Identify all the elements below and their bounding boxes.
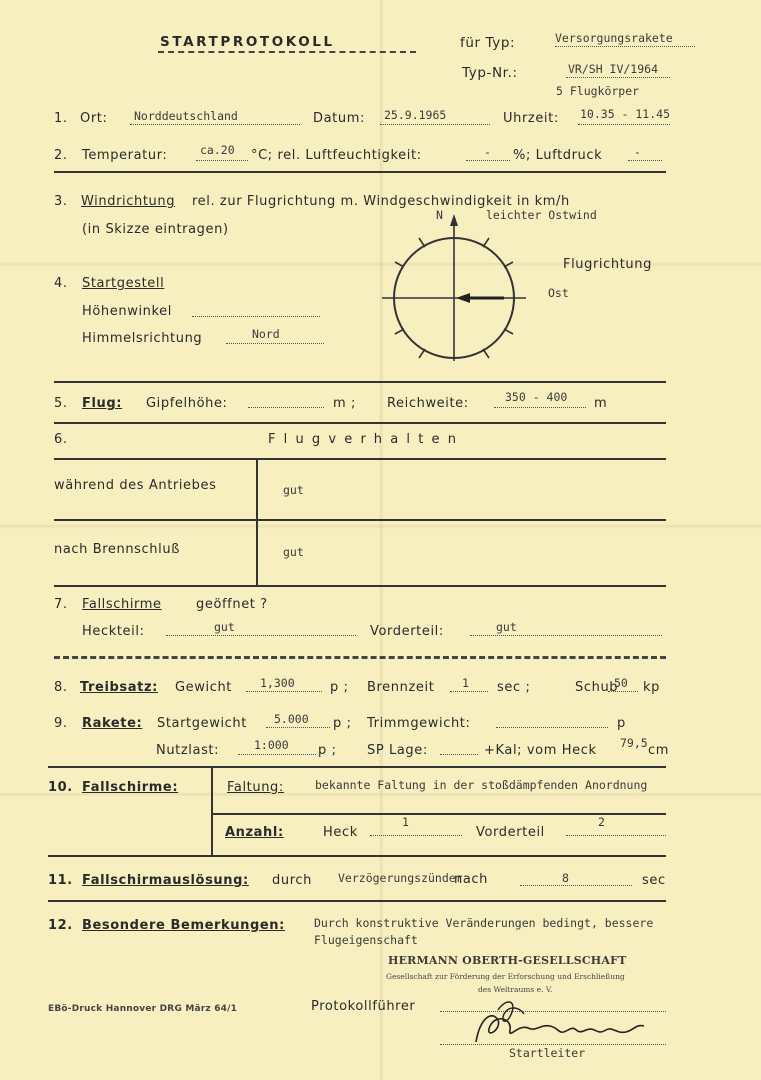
ort-dotline xyxy=(130,124,300,125)
hoehenwinkel-label: Höhenwinkel xyxy=(82,304,172,319)
kal-unit: cm xyxy=(648,743,670,758)
gewicht-label: Gewicht xyxy=(175,680,232,695)
s11-num: 11. xyxy=(48,873,73,888)
himmelsrichtung-value: Nord xyxy=(252,327,280,341)
kal-label: +Kal; vom Heck xyxy=(484,743,597,758)
schub-label: Schub xyxy=(575,680,619,695)
s8-num: 8. xyxy=(54,680,68,695)
gewicht-unit: p ; xyxy=(330,680,349,695)
feucht-value: - xyxy=(484,145,491,159)
vorderteil10-label: Vorderteil xyxy=(476,825,545,840)
brennzeit-label: Brennzeit xyxy=(367,680,435,695)
divider-6a xyxy=(54,458,666,460)
temp-label: Temperatur: xyxy=(82,148,168,163)
druck-dotline xyxy=(628,160,662,161)
title-underline xyxy=(158,51,416,53)
heckteil-dotline xyxy=(166,635,356,636)
print-info: EBö-Druck Hannover DRG März 64/1 xyxy=(48,1004,238,1014)
section10-column-line xyxy=(211,767,213,855)
protokollfuehrer-label: Protokollführer xyxy=(311,999,416,1014)
type-label: für Typ: xyxy=(460,35,516,51)
reichweite-label: Reichweite: xyxy=(387,396,469,411)
stamp-line2: des Weltraums e. V. xyxy=(478,985,553,994)
heck10-value: 1 xyxy=(402,815,409,829)
divider-5 xyxy=(54,422,666,424)
rakete-heading: Rakete: xyxy=(82,716,143,731)
druck-value: - xyxy=(634,145,641,159)
uhrzeit-label: Uhrzeit: xyxy=(503,111,559,126)
sp-lage-label: SP Lage: xyxy=(367,743,428,758)
kal-value: 79,5 xyxy=(620,736,648,750)
datum-dotline xyxy=(380,124,490,125)
startgewicht-value: 5.000 xyxy=(274,712,309,726)
wind-note: leichter Ostwind xyxy=(486,208,597,222)
stamp-title: HERMANN OBERTH-GESELLSCHAFT xyxy=(388,954,627,967)
sec-dotline xyxy=(520,885,632,886)
flugverhalten-column-line xyxy=(256,459,258,585)
heck10-label: Heck xyxy=(323,825,358,840)
reichweite-dotline xyxy=(494,407,586,408)
s10-num: 10. xyxy=(48,780,73,795)
brennzeit-unit: sec ; xyxy=(497,680,531,695)
trimmgewicht-unit: p xyxy=(617,716,626,731)
flug-heading: Flug: xyxy=(82,396,123,411)
vorderteil-label: Vorderteil: xyxy=(370,624,444,639)
form-title: STARTPROTOKOLL xyxy=(160,34,335,50)
gipfelhoehe-unit: m ; xyxy=(333,396,356,411)
reichweite-value: 350 - 400 xyxy=(505,390,568,404)
nutzlast-unit: p ; xyxy=(318,743,337,758)
brennzeit-dotline xyxy=(450,691,488,692)
startgewicht-dotline xyxy=(266,727,330,728)
ausloesung-value: Verzögerungszünder xyxy=(338,871,463,885)
windrichtung-text: rel. zur Flugrichtung m. Windgeschwindigkeit in km/h xyxy=(192,194,570,209)
fallschirme7-heading: Fallschirme xyxy=(82,597,162,612)
sec-unit: sec xyxy=(642,873,666,888)
feucht-unit: %; Luftdruck xyxy=(513,148,603,163)
startgewicht-unit: p ; xyxy=(333,716,352,731)
type-nr-dotline xyxy=(566,77,670,78)
type-nr-label: Typ-Nr.: xyxy=(462,65,518,81)
schub-dotline xyxy=(608,691,638,692)
flugverhalten-heading: Flugverhalten xyxy=(268,432,465,447)
trimmgewicht-label: Trimmgewicht: xyxy=(367,716,471,731)
startleiter-signature xyxy=(476,1016,644,1042)
treibsatz-heading: Treibsatz: xyxy=(80,680,158,695)
north-arrow-icon xyxy=(450,214,458,226)
datum-value: 25.9.1965 xyxy=(384,108,447,122)
vorderteil-value: gut xyxy=(496,620,517,634)
heckteil-value: gut xyxy=(214,620,235,634)
sp-lage-dotline xyxy=(440,754,478,755)
antrieb-label: während des Antriebes xyxy=(54,478,217,493)
nach-label: nach xyxy=(454,872,488,887)
north-label: N xyxy=(436,208,443,222)
nutzlast-dotline xyxy=(238,754,316,755)
feucht-dotline xyxy=(466,160,510,161)
faltung-value: bekannte Faltung in der stoßdämpfenden Anordnung xyxy=(315,778,648,792)
type-value: Versorgungsrakete xyxy=(555,31,673,45)
divider-6c xyxy=(54,585,666,587)
brennschluss-value: gut xyxy=(283,545,304,559)
brennzeit-value: 1 xyxy=(462,676,469,690)
hoehenwinkel-dotline xyxy=(192,316,320,317)
type-nr-value: VR/SH IV/1964 xyxy=(568,62,659,76)
windrichtung-heading: Windrichtung xyxy=(81,194,176,209)
divider-11 xyxy=(48,900,666,902)
nutzlast-value: 1:000 xyxy=(254,738,289,752)
temp-unit: °C; rel. Luftfeuchtigkeit: xyxy=(251,148,422,163)
temp-value: ca.20 xyxy=(200,143,235,157)
geoeffnet-label: geöffnet ? xyxy=(196,597,268,612)
schub-value: 50 xyxy=(614,676,628,690)
bemerkungen-line1: Durch konstruktive Veränderungen bedingt, bessere xyxy=(314,916,654,930)
himmelsrichtung-label: Himmelsrichtung xyxy=(82,331,203,346)
uhrzeit-dotline xyxy=(578,124,670,125)
flugkoerper-note: 5 Flugkörper xyxy=(556,84,640,98)
durch-label: durch xyxy=(272,873,312,888)
type-dotline xyxy=(555,46,695,47)
heckteil-label: Heckteil: xyxy=(82,624,145,639)
ost-label: Ost xyxy=(548,286,569,300)
startleiter-label: Startleiter xyxy=(509,1046,586,1060)
s4-num: 4. xyxy=(54,276,68,291)
antrieb-value: gut xyxy=(283,483,304,497)
gewicht-dotline xyxy=(246,691,322,692)
s2-num: 2. xyxy=(54,148,68,163)
wind-arrow-icon xyxy=(456,293,470,303)
divider-6b xyxy=(54,519,666,521)
sec-value: 8 xyxy=(562,871,569,885)
windrichtung-sub: (in Skizze eintragen) xyxy=(82,222,229,237)
bemerkungen-heading: Besondere Bemerkungen: xyxy=(82,918,285,933)
s12-num: 12. xyxy=(48,918,73,933)
startgestell-heading: Startgestell xyxy=(82,276,165,291)
s6-num: 6. xyxy=(54,432,68,447)
gipfelhoehe-dotline xyxy=(248,407,324,408)
divider-2 xyxy=(54,171,666,173)
fallschirme10-heading: Fallschirme: xyxy=(82,780,179,795)
flugrichtung-label: Flugrichtung xyxy=(563,257,652,272)
uhrzeit-value: 10.35 - 11.45 xyxy=(580,107,671,121)
stamp-line1: Gesellschaft zur Förderung der Erforschung und Erschließung xyxy=(386,972,625,981)
divider-4 xyxy=(54,381,666,383)
signatures xyxy=(440,990,670,1050)
vorderteil10-value: 2 xyxy=(598,815,605,829)
s7-num: 7. xyxy=(54,597,68,612)
gipfelhoehe-label: Gipfelhöhe: xyxy=(146,396,228,411)
wind-compass-diagram xyxy=(380,208,530,363)
trimmgewicht-dotline xyxy=(496,727,608,728)
reichweite-unit: m xyxy=(594,396,608,411)
datum-label: Datum: xyxy=(313,111,365,126)
divider-10a xyxy=(48,766,666,768)
himmelsrichtung-dotline xyxy=(226,343,324,344)
vorderteil-dotline xyxy=(470,635,662,636)
ort-label: Ort: xyxy=(80,111,108,126)
faltung-label: Faltung: xyxy=(227,780,284,795)
bemerkungen-line2: Flugeigenschaft xyxy=(314,933,418,947)
divider-10c xyxy=(48,855,666,857)
schub-unit: kp xyxy=(643,680,660,695)
temp-dotline xyxy=(196,160,248,161)
ort-value: Norddeutschland xyxy=(134,109,238,123)
s1-num: 1. xyxy=(54,111,68,126)
startgewicht-label: Startgewicht xyxy=(157,716,247,731)
brennschluss-label: nach Brennschluß xyxy=(54,542,180,557)
heck10-dotline xyxy=(370,835,462,836)
nutzlast-label: Nutzlast: xyxy=(156,743,220,758)
s5-num: 5. xyxy=(54,396,68,411)
ausloesung-heading: Fallschirmauslösung: xyxy=(82,873,249,888)
s3-num: 3. xyxy=(54,194,68,209)
anzahl-label: Anzahl: xyxy=(225,825,284,840)
vorderteil10-dotline xyxy=(566,835,666,836)
gewicht-value: 1,300 xyxy=(260,676,295,690)
s9-num: 9. xyxy=(54,716,68,731)
divider-7-dashed xyxy=(54,656,666,659)
